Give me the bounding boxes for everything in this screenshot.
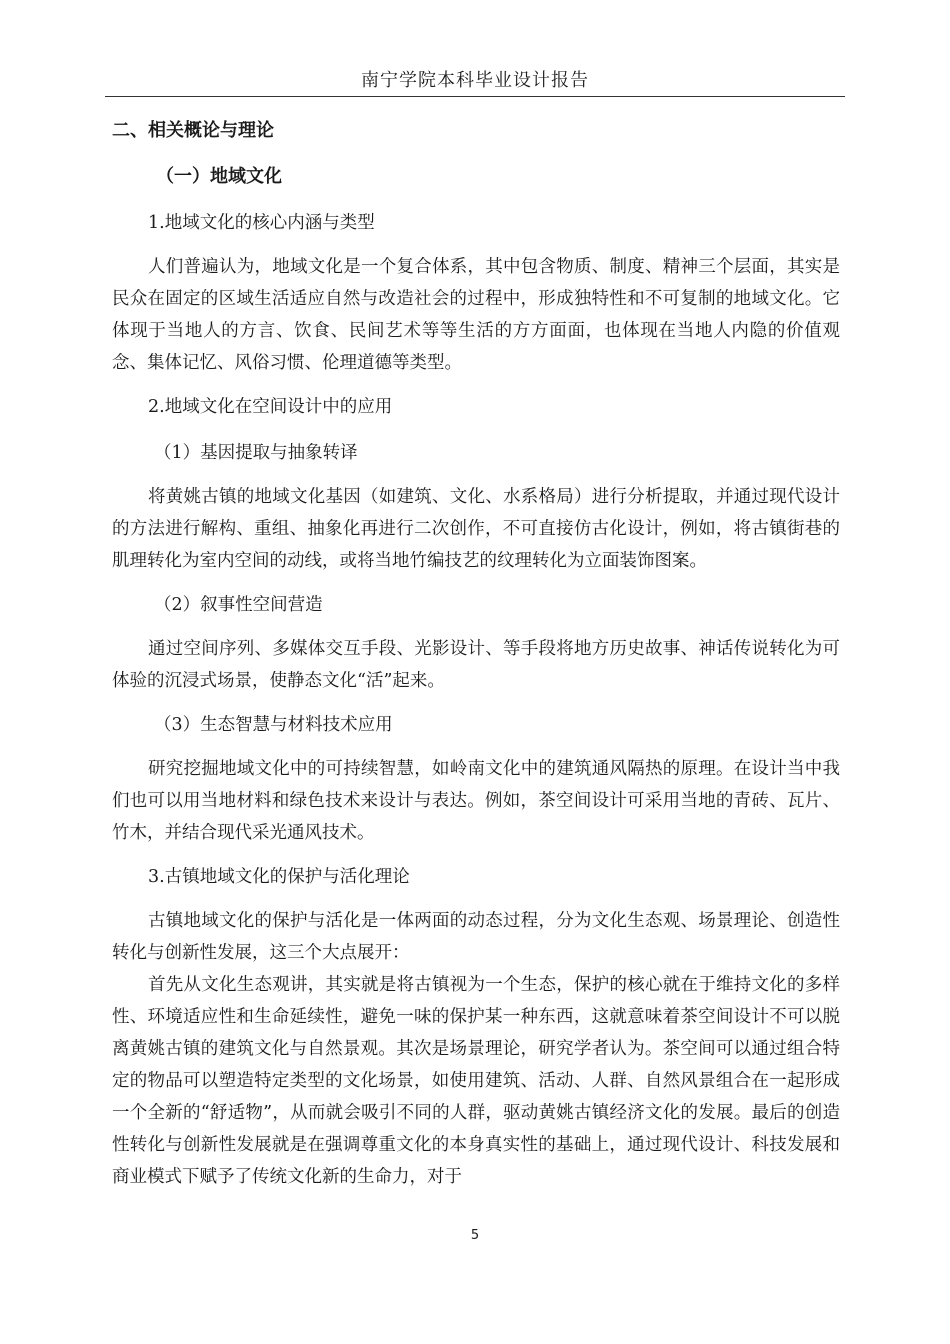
header-divider bbox=[105, 96, 845, 97]
page-header: 南宁学院本科毕业设计报告 bbox=[361, 70, 589, 91]
page-number: 5 bbox=[470, 1228, 480, 1243]
paragraph-gene-extraction: 将黄姚古镇的地域文化基因（如建筑、文化、水系格局）进行分析提取，并通过现代设计的方法进行解构、重组、抽象化再进行二次创作，不可直接仿古化设计，例如，将古镇街巷的肌理转化为室内空间的动线，或将当地竹编技艺的纹理转化为立面装饰图案。 bbox=[112, 487, 840, 571]
heading-narrative-space: （2）叙事性空间营造 bbox=[154, 595, 323, 615]
section-heading-related-theory: 二、相关概论与理论 bbox=[112, 120, 274, 141]
heading-space-design-application: 2.地域文化在空间设计中的应用 bbox=[148, 397, 393, 417]
paragraph-ecological-wisdom: 研究挖掘地域文化中的可持续智慧，如岭南文化中的建筑通风隔热的原理。在设计当中我们也可以用当地材料和绿色技术来设计与表达。例如，茶空间设计可采用当地的青砖、瓦片、竹木，并结合现代采光通风技术。 bbox=[112, 759, 840, 843]
document-body bbox=[112, 113, 840, 1193]
heading-protection-activation: 3.古镇地域文化的保护与活化理论 bbox=[148, 867, 410, 887]
heading-ecological-wisdom: （3）生态智慧与材料技术应用 bbox=[154, 715, 393, 735]
paragraph-narrative-space: 通过空间序列、多媒体交互手段、光影设计、等手段将地方历史故事、神话传说转化为可体验的沉浸式场景，使静态文化“活”起来。 bbox=[112, 639, 840, 691]
heading-gene-extraction: （1）基因提取与抽象转译 bbox=[154, 443, 358, 463]
subsection-heading-regional-culture: （一）地域文化 bbox=[156, 166, 282, 187]
paragraph-core-connotation: 人们普遍认为，地域文化是一个复合体系，其中包含物质、制度、精神三个层面，其实是民众在固定的区域生活适应自然与改造社会的过程中，形成独特性和不可复制的地域文化。它体现于当地人的方言、饮食、民间艺术等等生活的方方面面，也体现在当地人内隐的价值观念、集体记忆、风俗习惯、伦理道德等类型。 bbox=[112, 257, 840, 373]
paragraph-protection-detail: 首先从文化生态观讲，其实就是将古镇视为一个生态，保护的核心就在于维持文化的多样性、环境适应性和生命延续性，避免一味的保护某一种东西，这就意味着茶空间设计不可以脱离黄姚古镇的建筑文化与自然景观。其次是场景理论，研究学者认为。茶空间可以通过组合特定的物品可以塑造特定类型的文化场景，如使用建筑、活动、人群、自然风景组合在一起形成一个全新的“舒适物”，从而就会吸引不同的人群，驱动黄姚古镇经济文化的发展。最后的创造性转化与创新性发展就是在强调尊重文化的本身真实性的基础上，通过现代设计、科技发展和商业模式下赋予了传统文化新的生命力，对于 bbox=[112, 975, 840, 1187]
paragraph-protection-intro: 古镇地域文化的保护与活化是一体两面的动态过程，分为文化生态观、场景理论、创造性转化与创新性发展，这三个大点展开： bbox=[112, 911, 840, 963]
heading-core-connotation: 1.地域文化的核心内涵与类型 bbox=[148, 213, 375, 233]
